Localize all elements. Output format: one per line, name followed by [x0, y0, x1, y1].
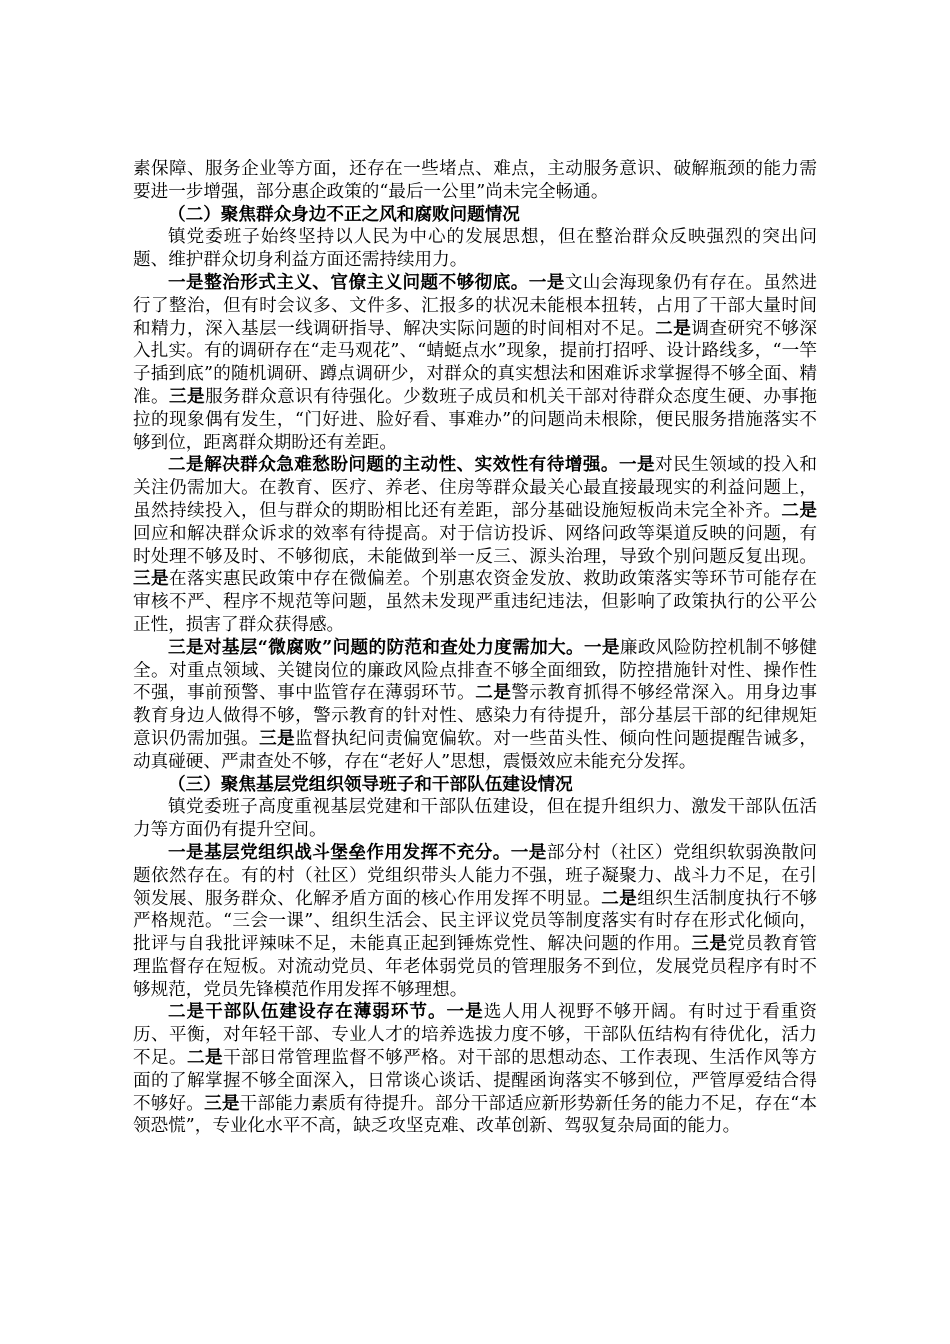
sub-text: 干部能力素质有待提升。部分干部适应新形势新任务的能力不足，存在“本领恐慌”，专业化水平不高，缺乏攻坚克难、改革创新、驾驭复杂局面的能力。 — [133, 1093, 817, 1137]
section-heading-3: （三）聚焦基层党组织领导班子和干部队伍建设情况 — [168, 773, 573, 795]
sub-label: 一是 — [510, 841, 547, 863]
sub-text: 廉政风险防控机制不够健全。对重点领域、关键岗位的廉政风险点排查不够全面细致，防控措施针对性、操作性不强，事前预警、事中监管存在薄弱环节。 — [133, 637, 817, 704]
sub-text: 调查研究不够深入扎实。有的调研存在“走马观花”、“蜻蜓点水”现象，提前打招呼、设计路线多，“一竿子插到底”的随机调研、蹲点调研少，对群众的真实想法和困难诉求掌握得不够全面、精准。 — [133, 318, 817, 407]
paragraph-micro-corruption — [133, 637, 817, 774]
paragraph-continuation: 素保障、服务企业等方面，还存在一些堵点、难点，主动服务意识、破解瓶颈的能力需要进一步增强，部分惠企政策的“最后一公里”尚未完全畅通。 — [133, 159, 817, 202]
sub-label: 二是 — [187, 1047, 224, 1069]
sub-text: 监督执纪问责偏宽偏软。对一些苗头性、倾向性问题提醒告诫多，动真碰硬、严肃查处不够，存在“老好人”思想，震慑效应未能充分发挥。 — [133, 728, 817, 772]
section-3-intro: 镇党委班子高度重视基层党建和干部队伍建设，但在提升组织力、激发干部队伍活力等方面仍有提升空间。 — [133, 797, 817, 841]
point-lead: 二是解决群众急难愁盼问题的主动性、实效性有待增强。 — [168, 454, 619, 476]
sub-label: 一是 — [618, 454, 656, 476]
sub-text: 党员教育管理监督存在短板。对流动党员、年老体弱党员的管理服务不到位，发展党员程序有时不够规范，党员先锋模范作用发挥不够理想。 — [133, 934, 817, 1000]
sub-label: 一是 — [446, 1001, 484, 1023]
section-2-intro: 镇党委班子始终坚持以人民为中心的发展思想，但在整治群众反映强烈的突出问题、维护群众切身利益方面还需持续用力。 — [133, 227, 817, 271]
sub-text: 对民生领域的投入和关注仍需加大。在教育、医疗、养老、住房等群众最关心最直接最现实的利益问题上，虽然持续投入，但与群众的期盼相比还有差距，部分基础设施短板尚未完全补齐。 — [133, 455, 817, 521]
sub-label: 二是 — [781, 499, 817, 521]
sub-text: 回应和解决群众诉求的效率有待提高。对于信访投诉、网络问政等渠道反映的问题，有时处理不够及时、不够彻底，未能做到举一反三、源头治理，导致个别问题反复出现。 — [133, 523, 817, 567]
sub-text: 干部日常管理监督不够严格。对干部的思想动态、工作表现、生活作风等方面的了解掌握不够全面深入，日常谈心谈话、提醒函询落实不够到位，严管厚爱结合得不够好。 — [133, 1048, 817, 1114]
paragraph-urgent-needs — [133, 454, 817, 636]
point-lead: 二是干部队伍建设存在薄弱环节。 — [168, 1001, 447, 1023]
sub-text: 部分村（社区）党组织软弱涣散问题依然存在。有的村（社区）党组织带头人能力不强，班子凝聚力、战斗力不足，在引领发展、服务群众、化解矛盾方面的核心作用发挥不明显。 — [133, 842, 817, 909]
section-heading-2: （二）聚焦群众身边不正之风和腐败问题情况 — [168, 203, 520, 225]
point-lead: 三是对基层“微腐败”问题的防范和查处力度需加大。 — [168, 636, 584, 658]
sub-text: 服务群众意识有待强化。少数班子成员和机关干部对待群众态度生硬、办事拖拉的现象偶有发生，“门好进、脸好看、事难办”的问题尚未根除，便民服务措施落实不够到位，距离群众期盼还有差距。 — [133, 386, 817, 453]
paragraph-party-organization — [133, 842, 817, 1002]
sub-label: 三是 — [133, 568, 170, 590]
sub-label: 二是 — [655, 317, 692, 339]
sub-label: 三是 — [169, 385, 206, 407]
paragraph-cadre-team — [133, 1001, 817, 1138]
sub-label: 一是 — [583, 636, 620, 658]
sub-label: 三是 — [259, 727, 296, 749]
sub-label: 三是 — [204, 1092, 240, 1114]
sub-label: 三是 — [691, 933, 728, 955]
point-lead: 一是基层党组织战斗堡垒作用发挥不充分。 — [168, 841, 511, 863]
sub-text: 警示教育抓得不够经常深入。用身边事教育身边人做得不够，警示教育的针对性、感染力有待提升，部分基层干部的纪律规矩意识仍需加强。 — [133, 683, 817, 749]
sub-label: 二是 — [475, 682, 512, 704]
sub-text: 组织生活制度执行不够严格规范。“三会一课”、组织生活会、民主评议党员等制度落实有时存在形式化倾向，批评与自我批评辣味不足，未能真正起到锤炼党性、解决问题的作用。 — [133, 888, 817, 955]
sub-text: 在落实惠民政策中存在微偏差。个别惠农资金发放、救助政策落实等环节可能存在审核不严、程序不规范等问题，虽然未发现严重违纪违法，但影响了政策执行的公平公正性，损害了群众获得感。 — [133, 569, 817, 635]
sub-label: 二是 — [601, 887, 638, 909]
point-lead: 一是整治形式主义、官僚主义问题不够彻底。 — [168, 271, 529, 293]
paragraph-formalism — [133, 272, 817, 454]
sub-text: 选人用人视野不够开阔。有时过于看重资历、平衡，对年轻干部、专业人才的培养选拔力度不够，干部队伍结构有待优化，活力不足。 — [133, 1002, 817, 1069]
document-page — [133, 158, 817, 1138]
sub-text: 文山会海现象仍有存在。虽然进行了整治，但有时会议多、文件多、汇报多的状况未能根本扭转，占用了干部大量时间和精力，深入基层一线调研指导、解决实际问题的时间相对不足。 — [133, 272, 817, 339]
sub-label: 一是 — [528, 271, 565, 293]
